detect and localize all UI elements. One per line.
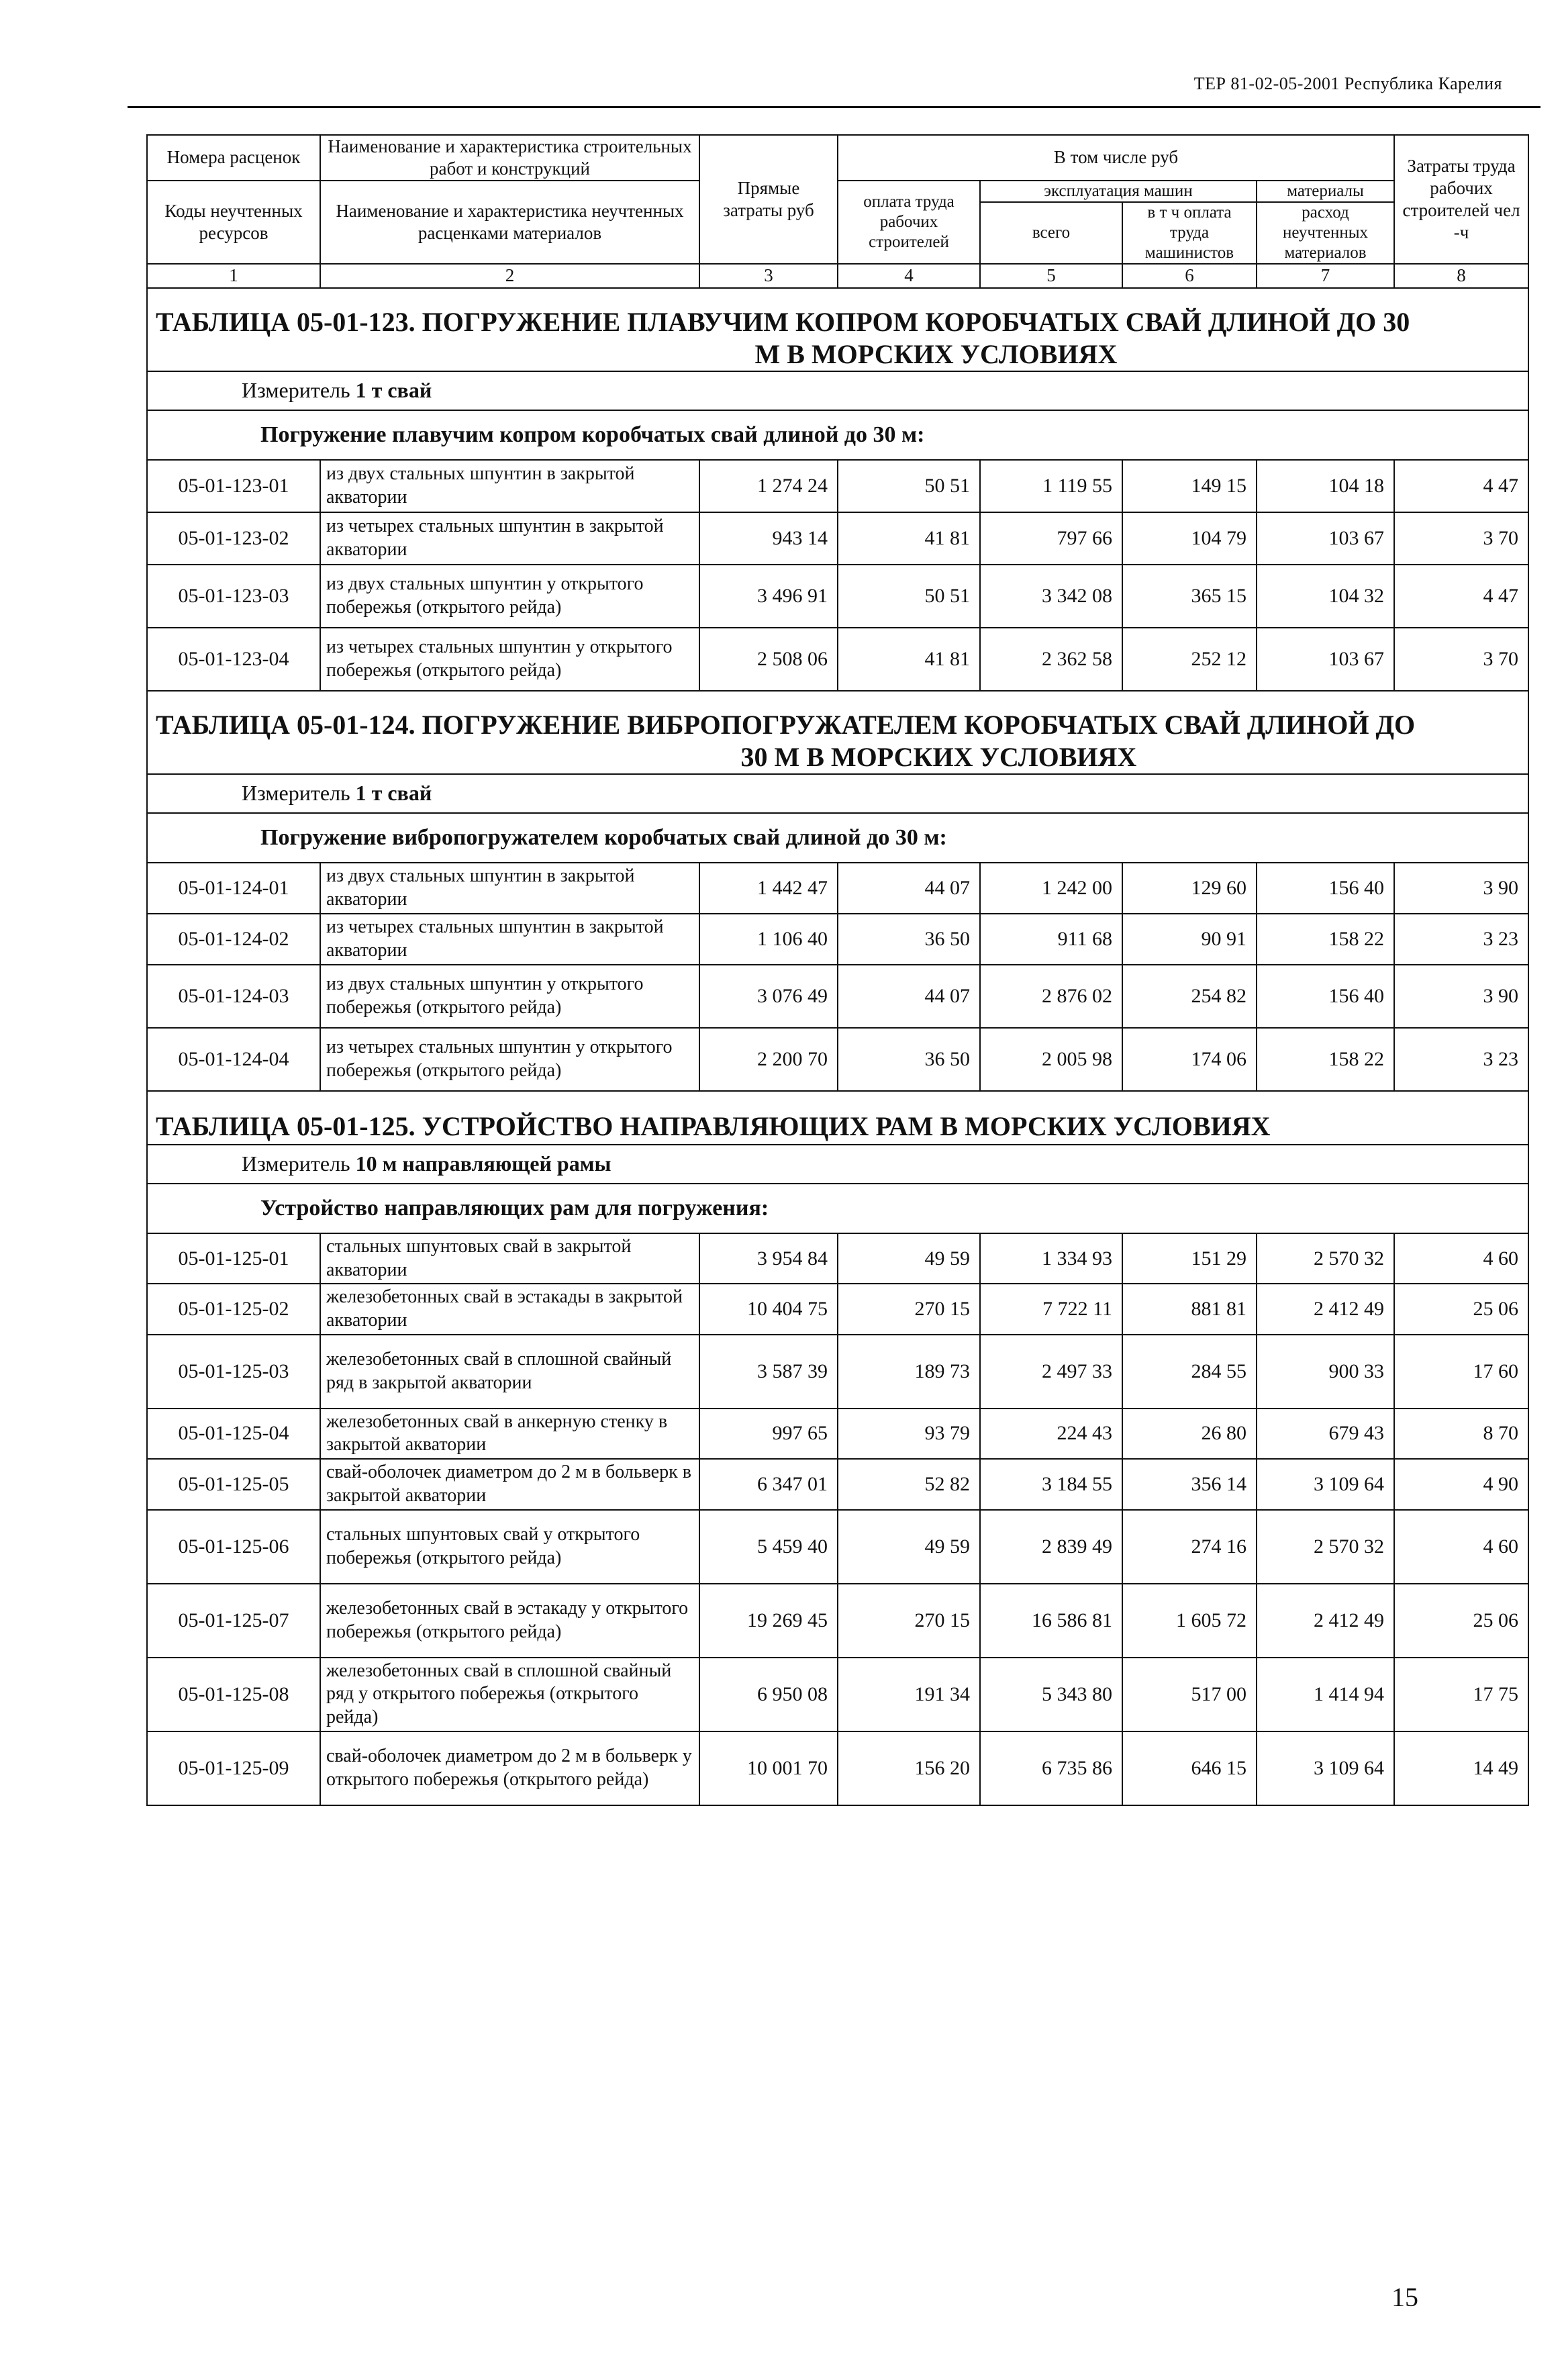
work-description: свай-оболочек диаметром до 2 м в больверк в закрытой акватории bbox=[320, 1459, 699, 1509]
rate-code: 05-01-124-01 bbox=[147, 863, 320, 914]
machines-total: 3 342 08 bbox=[980, 565, 1122, 628]
table-title-line-1: ПОГРУЖЕНИЕ ВИБРОПОГРУЖАТЕЛЕМ КОРОБЧАТЫХ СВАЙ ДЛИНОЙ ДО bbox=[422, 709, 1416, 740]
machines-total: 2 005 98 bbox=[980, 1028, 1122, 1091]
rate-code: 05-01-123-03 bbox=[147, 565, 320, 628]
running-title: ТЕР 81-02-05-2001 Республика Карелия bbox=[1193, 74, 1502, 93]
machines-total: 16 586 81 bbox=[980, 1584, 1122, 1658]
machines-total: 3 184 55 bbox=[980, 1459, 1122, 1509]
table-row bbox=[147, 460, 1528, 512]
rate-code: 05-01-124-02 bbox=[147, 914, 320, 965]
col-number: 1 bbox=[147, 264, 320, 288]
col-machines-total-head: всего bbox=[980, 202, 1122, 264]
materials-cost: 103 67 bbox=[1257, 628, 1394, 691]
work-description: из четырех стальных шпунтин в закрытой акватории bbox=[320, 914, 699, 965]
labor-hours: 4 47 bbox=[1394, 460, 1528, 512]
table-row bbox=[147, 1233, 1528, 1284]
work-description: из четырех стальных шпунтин у открытого побережья (открытого рейда) bbox=[320, 1028, 699, 1091]
operator-pay: 274 16 bbox=[1122, 1510, 1257, 1584]
col-codes-head: Номера расценок bbox=[147, 135, 320, 181]
worker-pay: 44 07 bbox=[838, 965, 980, 1028]
operator-pay: 149 15 bbox=[1122, 460, 1257, 512]
machines-total: 911 68 bbox=[980, 914, 1122, 965]
worker-pay: 189 73 bbox=[838, 1335, 980, 1409]
table-row bbox=[147, 1409, 1528, 1459]
table-title bbox=[422, 709, 1416, 773]
rate-code: 05-01-125-07 bbox=[147, 1584, 320, 1658]
direct-cost: 1 106 40 bbox=[699, 914, 838, 965]
table-row bbox=[147, 1584, 1528, 1658]
meter-value: 1 т свай bbox=[355, 781, 432, 806]
meter-value: 1 т свай bbox=[355, 378, 432, 403]
col-operator-pay-head: в т ч оплата труда машинистов bbox=[1122, 202, 1257, 264]
col-number: 5 bbox=[980, 264, 1122, 288]
operator-pay: 26 80 bbox=[1122, 1409, 1257, 1459]
section-title bbox=[147, 288, 1528, 371]
work-description: железобетонных свай в сплошной свайный ряд в закрытой акватории bbox=[320, 1335, 699, 1409]
worker-pay: 50 51 bbox=[838, 460, 980, 512]
rate-code: 05-01-124-03 bbox=[147, 965, 320, 1028]
table-row bbox=[147, 1459, 1528, 1509]
col-materials-head: материалы bbox=[1257, 181, 1394, 202]
work-description: из двух стальных шпунтин у открытого побережья (открытого рейда) bbox=[320, 965, 699, 1028]
materials-cost: 158 22 bbox=[1257, 914, 1394, 965]
direct-cost: 5 459 40 bbox=[699, 1510, 838, 1584]
machines-total: 1 242 00 bbox=[980, 863, 1122, 914]
table-label: ТАБЛИЦА 05-01-124. bbox=[156, 709, 415, 740]
work-description: железобетонных свай в эстакаду у открытого побережья (открытого рейда) bbox=[320, 1584, 699, 1658]
labor-hours: 17 60 bbox=[1394, 1335, 1528, 1409]
direct-cost: 3 496 91 bbox=[699, 565, 838, 628]
table-title-line-2: 30 М В МОРСКИХ УСЛОВИЯХ bbox=[740, 741, 1137, 772]
direct-cost: 943 14 bbox=[699, 512, 838, 565]
col-labor-hours-head: Затраты труда рабочих строителей чел -ч bbox=[1394, 135, 1528, 264]
worker-pay: 270 15 bbox=[838, 1284, 980, 1334]
table-section-heading bbox=[147, 1091, 1528, 1145]
work-description: из четырех стальных шпунтин у открытого побережья (открытого рейда) bbox=[320, 628, 699, 691]
labor-hours: 4 60 bbox=[1394, 1510, 1528, 1584]
col-worker-pay-head: оплата труда рабочих строителей bbox=[838, 181, 980, 264]
worker-pay: 52 82 bbox=[838, 1459, 980, 1509]
table-title-line-2: М В МОРСКИХ УСЛОВИЯХ bbox=[754, 338, 1118, 369]
machines-total: 2 362 58 bbox=[980, 628, 1122, 691]
materials-cost: 3 109 64 bbox=[1257, 1459, 1394, 1509]
table-title-line-1: ПОГРУЖЕНИЕ ПЛАВУЧИМ КОПРОМ КОРОБЧАТЫХ СВАЙ ДЛИНОЙ ДО 30 bbox=[422, 306, 1410, 337]
machines-total: 2 497 33 bbox=[980, 1335, 1122, 1409]
machines-total: 5 343 80 bbox=[980, 1658, 1122, 1731]
machines-total: 224 43 bbox=[980, 1409, 1122, 1459]
col-number: 6 bbox=[1122, 264, 1257, 288]
work-description: из двух стальных шпунтин у открытого побережья (открытого рейда) bbox=[320, 565, 699, 628]
operator-pay: 254 82 bbox=[1122, 965, 1257, 1028]
operator-pay: 646 15 bbox=[1122, 1731, 1257, 1805]
materials-cost: 2 570 32 bbox=[1257, 1510, 1394, 1584]
labor-hours: 3 90 bbox=[1394, 863, 1528, 914]
worker-pay: 41 81 bbox=[838, 628, 980, 691]
operator-pay: 284 55 bbox=[1122, 1335, 1257, 1409]
table-section-heading bbox=[147, 691, 1528, 774]
machines-total: 6 735 86 bbox=[980, 1731, 1122, 1805]
machines-total: 1 119 55 bbox=[980, 460, 1122, 512]
subheading: Погружение плавучим копром коробчатых свай длиной до 30 м: bbox=[147, 410, 1528, 460]
table-row bbox=[147, 1510, 1528, 1584]
worker-pay: 36 50 bbox=[838, 914, 980, 965]
col-unaccounted-materials-head: расход неучтенных материалов bbox=[1257, 202, 1394, 264]
operator-pay: 129 60 bbox=[1122, 863, 1257, 914]
rate-code: 05-01-123-02 bbox=[147, 512, 320, 565]
worker-pay: 191 34 bbox=[838, 1658, 980, 1731]
table-row bbox=[147, 863, 1528, 914]
worker-pay: 44 07 bbox=[838, 863, 980, 914]
measurement-unit bbox=[147, 774, 1528, 813]
table-row bbox=[147, 1028, 1528, 1091]
labor-hours: 25 06 bbox=[1394, 1584, 1528, 1658]
col-materials-name-head: Наименование и характеристика неучтенных расценками материалов bbox=[320, 181, 699, 264]
measurement-unit bbox=[147, 1145, 1528, 1184]
measurement-unit-row bbox=[147, 1145, 1528, 1184]
labor-hours: 3 23 bbox=[1394, 914, 1528, 965]
worker-pay: 93 79 bbox=[838, 1409, 980, 1459]
materials-cost: 156 40 bbox=[1257, 965, 1394, 1028]
labor-hours: 25 06 bbox=[1394, 1284, 1528, 1334]
table-label: ТАБЛИЦА 05-01-125. bbox=[156, 1110, 415, 1141]
materials-cost: 104 18 bbox=[1257, 460, 1394, 512]
direct-cost: 6 347 01 bbox=[699, 1459, 838, 1509]
table-row bbox=[147, 565, 1528, 628]
meter-label: Измеритель bbox=[242, 781, 350, 806]
column-numbers-row bbox=[147, 264, 1528, 288]
direct-cost: 1 442 47 bbox=[699, 863, 838, 914]
labor-hours: 3 23 bbox=[1394, 1028, 1528, 1091]
labor-hours: 3 70 bbox=[1394, 512, 1528, 565]
rate-code: 05-01-123-04 bbox=[147, 628, 320, 691]
labor-hours: 14 49 bbox=[1394, 1731, 1528, 1805]
operator-pay: 881 81 bbox=[1122, 1284, 1257, 1334]
materials-cost: 103 67 bbox=[1257, 512, 1394, 565]
work-description: из четырех стальных шпунтин в закрытой акватории bbox=[320, 512, 699, 565]
table-label: ТАБЛИЦА 05-01-123. bbox=[156, 306, 415, 337]
rate-code: 05-01-124-04 bbox=[147, 1028, 320, 1091]
col-number: 3 bbox=[699, 264, 838, 288]
rate-code: 05-01-125-04 bbox=[147, 1409, 320, 1459]
work-description: из двух стальных шпунтин в закрытой акватории bbox=[320, 863, 699, 914]
col-number: 8 bbox=[1394, 264, 1528, 288]
col-number: 2 bbox=[320, 264, 699, 288]
direct-cost: 1 274 24 bbox=[699, 460, 838, 512]
direct-cost: 997 65 bbox=[699, 1409, 838, 1459]
direct-cost: 10 404 75 bbox=[699, 1284, 838, 1334]
worker-pay: 49 59 bbox=[838, 1233, 980, 1284]
table-row bbox=[147, 965, 1528, 1028]
measurement-unit-row bbox=[147, 774, 1528, 813]
direct-cost: 19 269 45 bbox=[699, 1584, 838, 1658]
machines-total: 797 66 bbox=[980, 512, 1122, 565]
materials-cost: 158 22 bbox=[1257, 1028, 1394, 1091]
work-description: железобетонных свай в сплошной свайный ряд у открытого побережья (открытого рейда) bbox=[320, 1658, 699, 1731]
labor-hours: 3 90 bbox=[1394, 965, 1528, 1028]
materials-cost: 104 32 bbox=[1257, 565, 1394, 628]
measurement-unit bbox=[147, 371, 1528, 410]
direct-cost: 3 076 49 bbox=[699, 965, 838, 1028]
machines-total: 1 334 93 bbox=[980, 1233, 1122, 1284]
col-number: 4 bbox=[838, 264, 980, 288]
machines-total: 2 839 49 bbox=[980, 1510, 1122, 1584]
rate-code: 05-01-123-01 bbox=[147, 460, 320, 512]
operator-pay: 174 06 bbox=[1122, 1028, 1257, 1091]
work-description: свай-оболочек диаметром до 2 м в больверк у открытого побережья (открытого рейда) bbox=[320, 1731, 699, 1805]
operator-pay: 517 00 bbox=[1122, 1658, 1257, 1731]
table-row bbox=[147, 914, 1528, 965]
work-description: железобетонных свай в анкерную стенку в закрытой акватории bbox=[320, 1409, 699, 1459]
col-direct-head: Прямые затраты руб bbox=[699, 135, 838, 264]
rate-code: 05-01-125-08 bbox=[147, 1658, 320, 1731]
table-row bbox=[147, 1731, 1528, 1805]
operator-pay: 252 12 bbox=[1122, 628, 1257, 691]
meter-label: Измеритель bbox=[242, 1151, 350, 1176]
subheading-row bbox=[147, 410, 1528, 460]
materials-cost: 3 109 64 bbox=[1257, 1731, 1394, 1805]
materials-cost: 2 412 49 bbox=[1257, 1584, 1394, 1658]
rate-code: 05-01-125-03 bbox=[147, 1335, 320, 1409]
section-title bbox=[147, 1091, 1528, 1145]
worker-pay: 270 15 bbox=[838, 1584, 980, 1658]
direct-cost: 3 954 84 bbox=[699, 1233, 838, 1284]
col-machines-head: эксплуатация машин bbox=[980, 181, 1257, 202]
operator-pay: 1 605 72 bbox=[1122, 1584, 1257, 1658]
operator-pay: 90 91 bbox=[1122, 914, 1257, 965]
table-row bbox=[147, 512, 1528, 565]
col-resource-codes-head: Коды неучтенных ресурсов bbox=[147, 181, 320, 264]
price-table bbox=[146, 134, 1529, 1806]
meter-label: Измеритель bbox=[242, 378, 350, 403]
subheading-row bbox=[147, 813, 1528, 863]
header-rule bbox=[128, 106, 1540, 108]
col-group-head: В том числе руб bbox=[838, 135, 1394, 181]
table-section-heading bbox=[147, 288, 1528, 371]
rate-code: 05-01-125-06 bbox=[147, 1510, 320, 1584]
direct-cost: 3 587 39 bbox=[699, 1335, 838, 1409]
machines-total: 2 876 02 bbox=[980, 965, 1122, 1028]
work-description: стальных шпунтовых свай в закрытой акватории bbox=[320, 1233, 699, 1284]
work-description: стальных шпунтовых свай у открытого побережья (открытого рейда) bbox=[320, 1510, 699, 1584]
section-title bbox=[147, 691, 1528, 774]
worker-pay: 36 50 bbox=[838, 1028, 980, 1091]
labor-hours: 4 60 bbox=[1394, 1233, 1528, 1284]
col-number: 7 bbox=[1257, 264, 1394, 288]
table-row bbox=[147, 1335, 1528, 1409]
materials-cost: 2 570 32 bbox=[1257, 1233, 1394, 1284]
worker-pay: 156 20 bbox=[838, 1731, 980, 1805]
direct-cost: 2 200 70 bbox=[699, 1028, 838, 1091]
table-row bbox=[147, 1284, 1528, 1334]
table-row bbox=[147, 628, 1528, 691]
operator-pay: 356 14 bbox=[1122, 1459, 1257, 1509]
table-body bbox=[147, 135, 1528, 1805]
labor-hours: 4 47 bbox=[1394, 565, 1528, 628]
operator-pay: 104 79 bbox=[1122, 512, 1257, 565]
table-title bbox=[422, 1110, 1271, 1143]
subheading-row bbox=[147, 1184, 1528, 1233]
work-description: железобетонных свай в эстакады в закрытой акватории bbox=[320, 1284, 699, 1334]
labor-hours: 3 70 bbox=[1394, 628, 1528, 691]
rate-code: 05-01-125-02 bbox=[147, 1284, 320, 1334]
materials-cost: 1 414 94 bbox=[1257, 1658, 1394, 1731]
work-description: из двух стальных шпунтин в закрытой акватории bbox=[320, 460, 699, 512]
labor-hours: 17 75 bbox=[1394, 1658, 1528, 1731]
materials-cost: 679 43 bbox=[1257, 1409, 1394, 1459]
materials-cost: 900 33 bbox=[1257, 1335, 1394, 1409]
operator-pay: 365 15 bbox=[1122, 565, 1257, 628]
operator-pay: 151 29 bbox=[1122, 1233, 1257, 1284]
worker-pay: 49 59 bbox=[838, 1510, 980, 1584]
worker-pay: 50 51 bbox=[838, 565, 980, 628]
page-number: 15 bbox=[1391, 2282, 1418, 2312]
rate-code: 05-01-125-09 bbox=[147, 1731, 320, 1805]
materials-cost: 156 40 bbox=[1257, 863, 1394, 914]
direct-cost: 6 950 08 bbox=[699, 1658, 838, 1731]
subheading: Устройство направляющих рам для погружения: bbox=[147, 1184, 1528, 1233]
table-title-line-1: УСТРОЙСТВО НАПРАВЛЯЮЩИХ РАМ В МОРСКИХ УСЛОВИЯХ bbox=[422, 1110, 1271, 1141]
meter-value: 10 м направляющей рамы bbox=[355, 1151, 611, 1176]
labor-hours: 4 90 bbox=[1394, 1459, 1528, 1509]
worker-pay: 41 81 bbox=[838, 512, 980, 565]
rate-code: 05-01-125-01 bbox=[147, 1233, 320, 1284]
materials-cost: 2 412 49 bbox=[1257, 1284, 1394, 1334]
table-row bbox=[147, 1658, 1528, 1731]
rate-code: 05-01-125-05 bbox=[147, 1459, 320, 1509]
machines-total: 7 722 11 bbox=[980, 1284, 1122, 1334]
table-title bbox=[422, 306, 1410, 371]
subheading: Погружение вибропогружателем коробчатых свай длиной до 30 м: bbox=[147, 813, 1528, 863]
labor-hours: 8 70 bbox=[1394, 1409, 1528, 1459]
direct-cost: 10 001 70 bbox=[699, 1731, 838, 1805]
direct-cost: 2 508 06 bbox=[699, 628, 838, 691]
col-name-head: Наименование и характеристика строительных работ и конструкций bbox=[320, 135, 699, 181]
measurement-unit-row bbox=[147, 371, 1528, 410]
